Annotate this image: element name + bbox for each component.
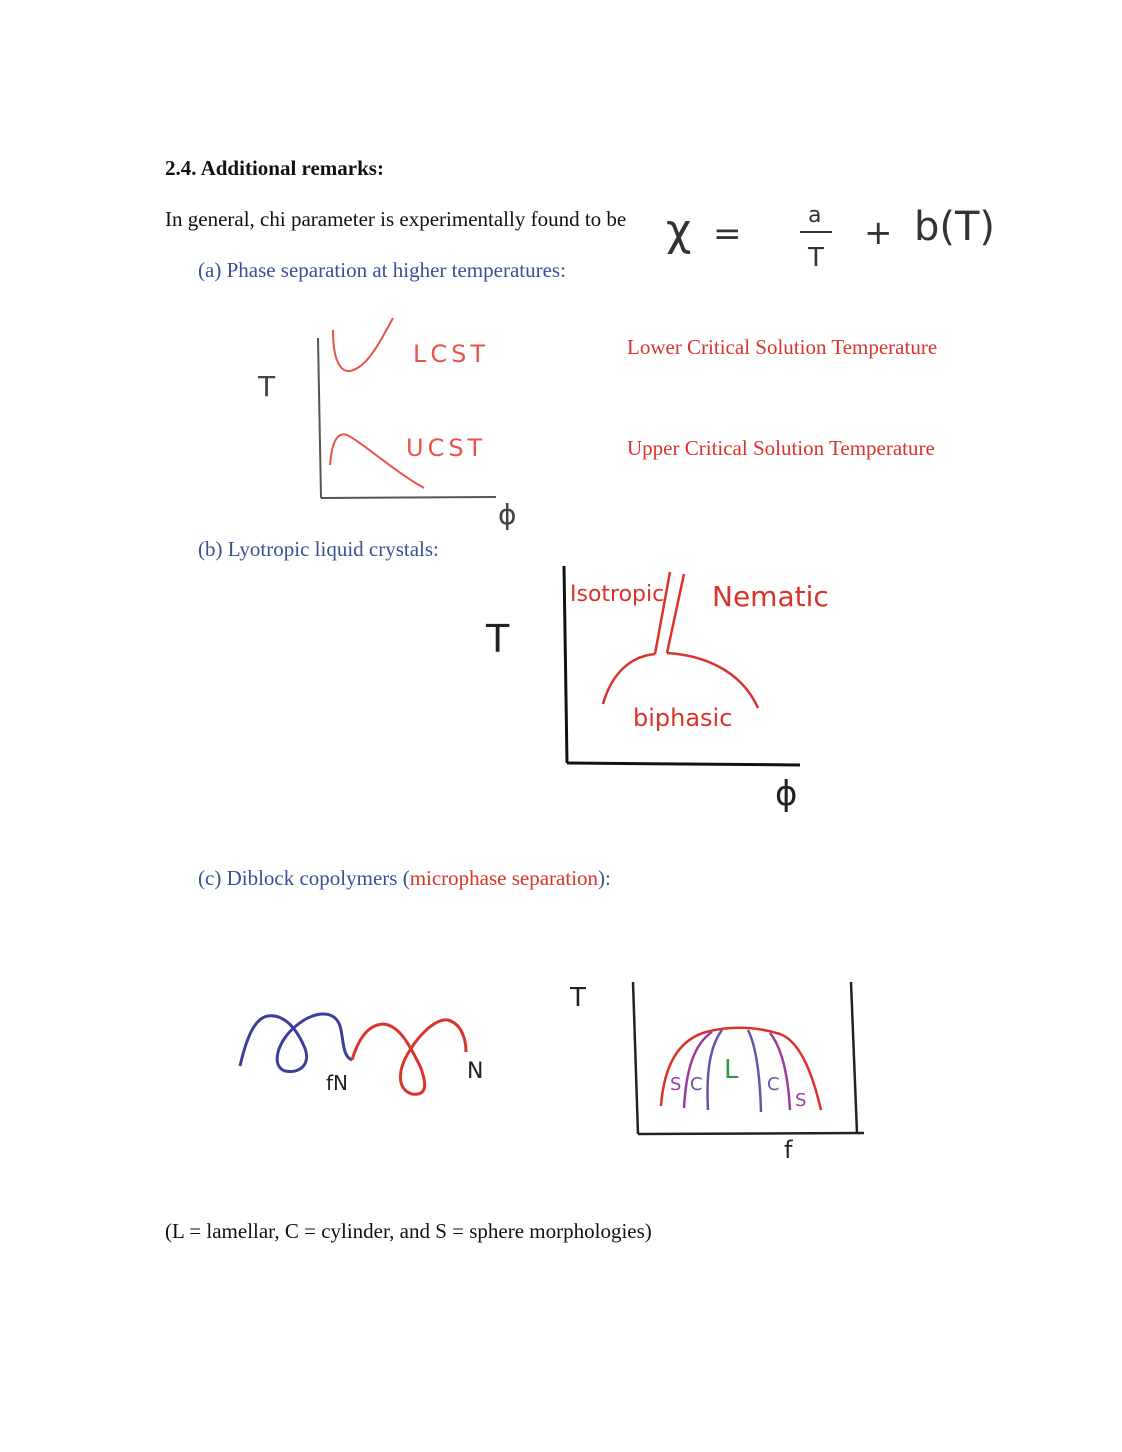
axis-b-horizontal — [567, 763, 800, 765]
equation-term: b(T) — [914, 204, 996, 250]
biphasic-label: biphasic — [633, 704, 733, 732]
chi-symbol: χ — [666, 205, 692, 256]
right-sphere-label: S — [795, 1090, 807, 1111]
sphere-cylinder-boundary-left — [684, 1032, 712, 1108]
section-c-title-highlight: microphase separation — [409, 866, 599, 890]
axis-a-vertical — [318, 338, 321, 498]
isotropic-label: Isotropic — [570, 582, 665, 607]
section-b-heading — [198, 537, 439, 562]
phase-box-right — [851, 982, 857, 1133]
block-a-chain — [240, 1014, 352, 1072]
cylinder-lamellar-boundary-right — [748, 1030, 761, 1112]
section-a-heading — [198, 258, 566, 283]
ucst-curve — [330, 434, 424, 488]
cylinder-lamellar-boundary-left — [708, 1030, 722, 1110]
section-c-label: (c) — [198, 866, 222, 890]
section-a-title: Phase separation at higher temperatures: — [226, 258, 566, 282]
section-b-label: (b) — [198, 537, 223, 561]
ucst-sketch-label: UCST — [406, 434, 487, 462]
section-c-heading — [198, 866, 611, 891]
left-sphere-label: S — [670, 1074, 682, 1095]
axis-a-horizontal — [321, 497, 496, 498]
axis-b-y-label: T — [486, 617, 510, 661]
left-cylinder-label: C — [690, 1074, 703, 1095]
phase-y-label: T — [570, 983, 586, 1013]
section-a-label: (a) — [198, 258, 222, 282]
equation-numerator: a — [808, 203, 822, 228]
axis-b-vertical — [564, 566, 567, 763]
chain-length-label: N — [467, 1059, 484, 1084]
nematic-label: Nematic — [712, 580, 829, 613]
phase-x-label: f — [784, 1136, 793, 1164]
lcst-sketch-label: LCST — [413, 340, 490, 368]
coexistence-right-line — [667, 574, 684, 653]
block-a-length-label: fN — [326, 1071, 349, 1095]
right-cylinder-label: C — [767, 1074, 780, 1095]
axis-b-x-label: ϕ — [775, 774, 798, 814]
section-c-title-start: Diblock copolymers ( — [226, 866, 410, 890]
ucst-full-name: Upper Critical Solution Temperature — [627, 436, 935, 460]
intro-text: In general, chi parameter is experimentally found to be — [165, 207, 627, 231]
section-c-title-end: ): — [598, 866, 611, 890]
phase-box-left — [633, 982, 638, 1134]
equation-plus: + — [864, 213, 893, 253]
axis-a-x-label: ϕ — [498, 498, 517, 531]
lamellar-label: L — [724, 1055, 739, 1085]
order-disorder-boundary — [661, 1028, 821, 1110]
section-heading: 2.4. Additional remarks: — [165, 156, 384, 180]
coexistence-left-line — [655, 572, 670, 654]
equation-equals: = — [713, 214, 742, 254]
section-b-title: Lyotropic liquid crystals: — [227, 537, 439, 561]
lcst-full-name: Lower Critical Solution Temperature — [627, 335, 938, 359]
block-b-chain — [352, 1020, 466, 1094]
biphasic-dome — [603, 653, 758, 708]
sphere-cylinder-boundary-right — [770, 1033, 790, 1110]
lcst-curve — [333, 318, 393, 371]
equation-denominator: T — [808, 243, 824, 273]
phase-box-bottom — [638, 1133, 864, 1134]
morphology-legend: (L = lamellar, C = cylinder, and S = sphere morphologies) — [165, 1219, 652, 1243]
axis-a-y-label: T — [258, 370, 276, 403]
